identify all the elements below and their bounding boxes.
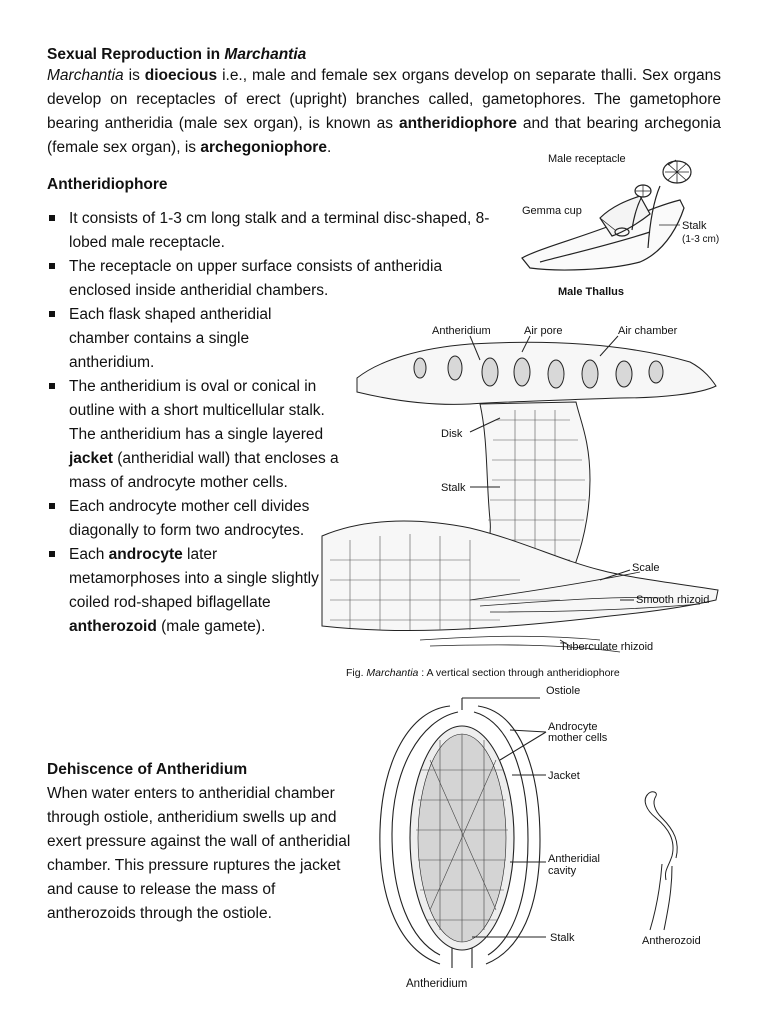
label-gemma-cup: Gemma cup — [522, 205, 582, 217]
caption-vertical-section — [346, 667, 620, 679]
label-stalk-1: Stalk — [682, 220, 707, 232]
antheridiophore-title: Antheridiophore — [47, 176, 168, 193]
caption-b: : A vertical section through antheridiophore — [418, 667, 620, 679]
bullet-bold-jacket: jacket — [69, 450, 113, 467]
label-male-receptacle: Male receptacle — [548, 153, 626, 165]
intro-dioecious: dioecious — [144, 67, 218, 84]
bullet-bold-androcyte: androcyte — [108, 546, 183, 563]
intro-genus: Marchantia — [47, 67, 124, 84]
bullet-text: (antheridial wall) that encloses a mass of androcyte mother cells. — [69, 450, 339, 491]
label-ostiole: Ostiole — [546, 685, 581, 697]
bullet-text: The receptacle on upper surface consists of antheridia enclosed inside antheridial chambers. — [69, 258, 443, 299]
bullet-text: The antheridium is oval or conical in outline with a short multicellular stalk. The antheridium has a single layered — [69, 378, 325, 443]
heading-italic: Marchantia — [224, 46, 307, 63]
label-antheridium: Antheridium — [432, 325, 491, 337]
caption-a: Fig. — [346, 667, 367, 679]
bullet-bold-antherozoid: antherozoid — [69, 618, 157, 635]
label-stalk-3: Stalk — [550, 932, 575, 944]
intro-archegoniophore: archegoniophore — [200, 139, 327, 156]
bullet-text: Each flask shaped antheridial chamber contains a single antheridium. — [69, 306, 272, 371]
bullet-text: Each — [69, 546, 109, 563]
label-smooth-rhizoid: Smooth rhizoid — [636, 594, 710, 606]
label-air-chamber: Air chamber — [618, 325, 678, 337]
bullet-text: It consists of 1-3 cm long stalk and a terminal disc-shaped, 8- lobed male receptacle. — [69, 210, 490, 251]
intro-text-g: . — [326, 139, 332, 156]
label-stalk-size: (1-3 cm) — [682, 234, 720, 245]
caption-antheridium: Antheridium — [406, 978, 468, 990]
label-disk: Disk — [441, 428, 463, 440]
antherozoid-figure — [645, 792, 677, 930]
bullet-text: Each androcyte mother cell divides diagonally to form two androcytes. — [69, 498, 310, 539]
label-scale: Scale — [632, 562, 660, 574]
label-jacket: Jacket — [548, 770, 580, 782]
label-cavity-2: cavity — [548, 865, 577, 877]
label-androcyte-1: Androcyte — [548, 721, 598, 733]
label-tuberculate-rhizoid: Tuberculate rhizoid — [560, 641, 654, 653]
caption-italic: Marchantia — [366, 667, 419, 679]
heading-prefix: Sexual Reproduction in — [47, 46, 225, 63]
bullet-text: (male gamete). — [156, 618, 266, 635]
intro-text-c: i.e., male and female sex organs develop on separate thalli. Sex organs develop on receptacles of erect (upright) branches called, gametophores. The gametophore bearing antheridia (male sex organ), is known as — [47, 67, 722, 132]
label-stalk-2: Stalk — [441, 482, 466, 494]
dehiscence-title: Dehiscence of Antheridium — [47, 761, 248, 778]
label-air-pore: Air pore — [524, 325, 563, 337]
label-antherozoid: Antherozoid — [642, 935, 701, 947]
antheridium-figure — [380, 698, 546, 968]
bullet-text: later metamorphoses into a single slightly coiled rod-shaped biflagellate — [69, 546, 319, 611]
caption-male-thallus: Male Thallus — [558, 286, 625, 298]
label-androcyte-2: mother cells — [548, 732, 608, 744]
male-receptacle-disc — [663, 161, 691, 183]
small-receptacle-disc — [635, 185, 651, 197]
label-cavity-1: Antheridial — [548, 853, 600, 865]
intro-text-a: is — [123, 67, 145, 84]
intro-text-e: and that bearing archegonia (female sex organ), is — [47, 115, 721, 156]
intro-antheridiophore: antheridiophore — [398, 115, 517, 132]
dehiscence-text: When water enters to antheridial chamber through ostiole, antheridium swells up and exert pressure against the wall of antheridial chamber. This pressure ruptures the jacket and cause to release the mass of antherozoids through the ostiole. — [47, 785, 351, 922]
